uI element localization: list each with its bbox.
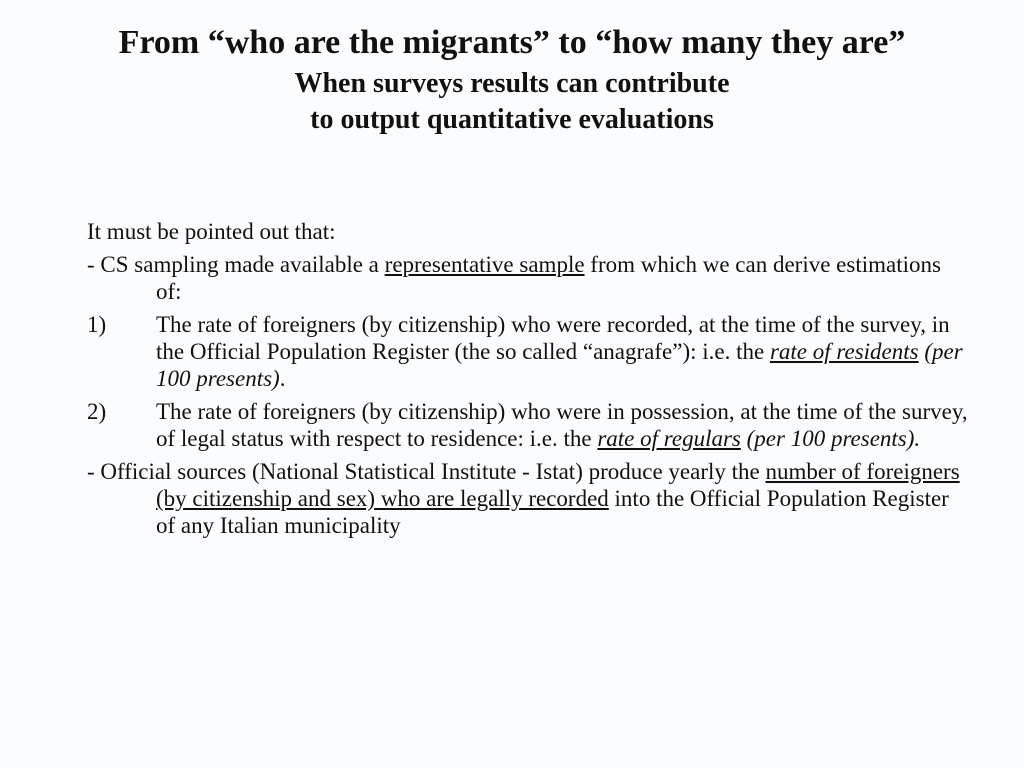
numbered-item-1 <box>87 311 972 392</box>
slide-title: From “who are the migrants” to “how many they are” <box>118 24 906 61</box>
slide-body <box>87 218 972 545</box>
representative-sample-term: representative sample <box>384 252 585 277</box>
numbered-item-2 <box>87 398 972 452</box>
item-2-italic: (per 100 presents). <box>740 426 921 451</box>
bullet-official-sources-tail: into the Official Population Register of any Italian municipality <box>156 486 949 538</box>
item-1-italic: (per 100 presents) <box>156 339 963 391</box>
item-2-content <box>156 398 972 452</box>
rate-of-residents-term: rate of residents <box>769 339 919 364</box>
item-1-marker: 1) <box>87 312 107 337</box>
item-1-content <box>156 311 972 392</box>
item-2-text: The rate of foreigners (by citizenship) who were in possession, at the time of the survey, of legal status with respect to residence: i.e. the <box>156 399 968 451</box>
bullet-cs-sampling-tail: from which we can derive estimations of: <box>156 252 941 304</box>
bullet-official-sources-text: - Official sources (National Statistical Institute - Istat) produce yearly the <box>87 459 766 484</box>
item-1-text: The rate of foreigners (by citizenship) who were recorded, at the time of the survey, in the Official Population Register (the so called “anagrafe”): i.e. the <box>156 312 950 364</box>
slide-subtitle-line-1: When surveys results can contribute <box>294 68 730 99</box>
bullet-cs-sampling <box>87 251 972 305</box>
slide-subtitle-line-2: to output quantitative evaluations <box>310 104 714 135</box>
title-block <box>0 20 1024 138</box>
intro-line: It must be pointed out that: <box>87 219 336 244</box>
rate-of-regulars-term: rate of regulars <box>597 426 741 451</box>
item-2-marker: 2) <box>87 399 107 424</box>
item-1-end: . <box>279 366 286 391</box>
bullet-official-sources <box>87 458 972 539</box>
bullet-cs-sampling-text: - CS sampling made available a <box>87 252 385 277</box>
number-of-foreigners-term: number of foreigners (by citizenship and sex) who are legally recorded <box>156 459 960 511</box>
